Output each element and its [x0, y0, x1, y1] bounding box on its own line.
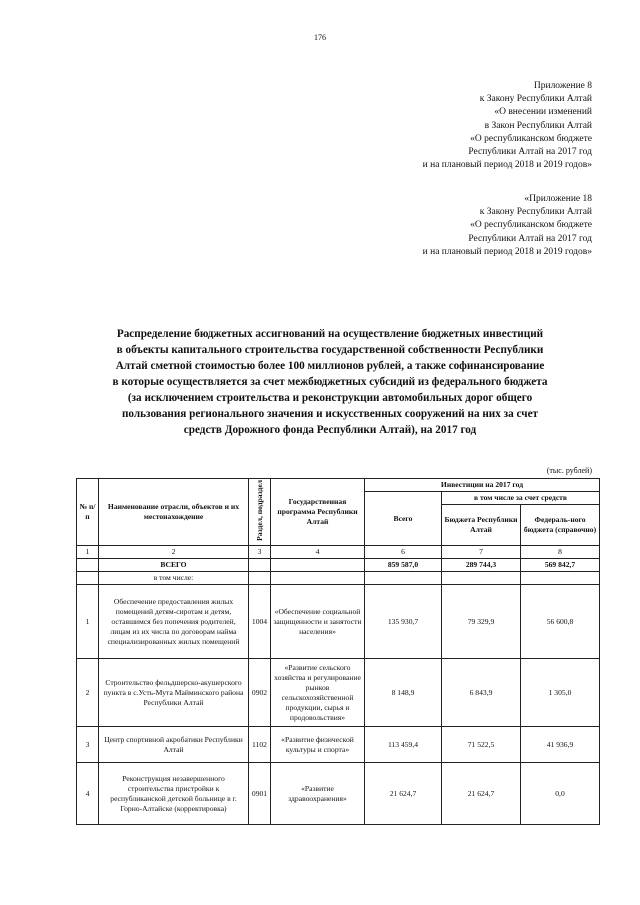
- investment-table: [76, 478, 600, 825]
- row-num: 2: [77, 659, 99, 727]
- header-federal: Федераль-ного бюджета (справочно): [521, 505, 600, 546]
- table-cell: [77, 572, 99, 585]
- column-number: 2: [99, 546, 249, 559]
- row-regional: 6 843,9: [442, 659, 521, 727]
- appendix-line: и на плановый период 2018 и 2019 годов»: [422, 246, 592, 257]
- row-regional: 71 522,5: [442, 727, 521, 763]
- column-number: 3: [249, 546, 271, 559]
- row-name: Обеспечение предоставления жилых помещений детям-сиротам и детям, оставшимся без попечения родителей, лицам из их числа по договорам найма специализированных жилых помещений: [99, 585, 249, 659]
- appendix-line: «Приложение 18: [524, 194, 592, 204]
- total-sum: 859 587,0: [365, 559, 442, 572]
- row-name: Строительство фельдшерско-акушерского пункта в с.Усть-Мута Майминского района Республики Алтай: [99, 659, 249, 727]
- row-program: «Развитие физической культуры и спорта»: [271, 727, 365, 763]
- appendix-line: к Закону Республики Алтай: [479, 94, 592, 105]
- header-section-text: Раздел, подраздел: [254, 480, 264, 541]
- appendix-line: к Закону Республики Алтай: [479, 207, 592, 218]
- row-total: 21 624,7: [365, 763, 442, 825]
- row-section: 1004: [249, 585, 271, 659]
- header-including: в том числе за счет средств: [442, 492, 600, 505]
- table-row: [77, 727, 600, 763]
- row-section: 0902: [249, 659, 271, 727]
- row-regional: 21 624,7: [442, 763, 521, 825]
- header-num: № п/п: [77, 479, 99, 546]
- table-cell: [271, 572, 365, 585]
- row-program: «Развитие здравоохранения»: [271, 763, 365, 825]
- column-number: 1: [77, 546, 99, 559]
- total-regional: 289 744,3: [442, 559, 521, 572]
- title-line: пользования регионального значения и искусственных сооружений на них за счет: [121, 408, 539, 420]
- table-cell: [77, 559, 99, 572]
- row-section: 0901: [249, 763, 271, 825]
- table-cell: [442, 572, 521, 585]
- row-regional: 79 329,9: [442, 585, 521, 659]
- column-number: 7: [442, 546, 521, 559]
- table-row: [77, 763, 600, 825]
- table-cell: [249, 559, 271, 572]
- table-row: [77, 659, 600, 727]
- header-name: Наименование отрасли, объектов и их местонахождение: [99, 479, 249, 546]
- appendix-line: «О внесении изменений: [494, 107, 592, 118]
- title-line: Алтай сметной стоимостью более 100 миллионов рублей, а также софинансирование: [115, 360, 545, 372]
- document-title: [70, 326, 590, 438]
- header-total: Всего: [365, 492, 442, 546]
- row-num: 4: [77, 763, 99, 825]
- row-total: 113 459,4: [365, 727, 442, 763]
- table-cell: [249, 572, 271, 585]
- table-cell: [521, 572, 600, 585]
- table-cell: [365, 572, 442, 585]
- header-regional: Бюджета Республики Алтай: [442, 505, 521, 546]
- row-federal: 1 305,0: [521, 659, 600, 727]
- appendix-line: и на плановый период 2018 и 2019 годов»: [422, 160, 592, 171]
- row-total: 135 930,7: [365, 585, 442, 659]
- header-row: [77, 479, 600, 492]
- units-label: (тыс. рублей): [546, 466, 592, 475]
- column-number: 8: [521, 546, 600, 559]
- row-federal: 0,0: [521, 763, 600, 825]
- table-cell: [271, 559, 365, 572]
- row-program: «Обеспечение социальной защищенности и занятости населения»: [271, 585, 365, 659]
- title-line: в которые осуществляется за счет межбюджетных субсидий из федерального бюджета: [112, 376, 548, 388]
- total-row: [77, 559, 600, 572]
- including-row: [77, 572, 600, 585]
- row-program: «Развитие сельского хозяйства и регулирование рынков сельскохозяйственной продукции, сырья и продовольствия»: [271, 659, 365, 727]
- appendix-line: в Закон Республики Алтай: [484, 120, 592, 131]
- title-line: в объекты капитального строительства государственной собственности Республики: [116, 344, 544, 356]
- row-federal: 56 600,8: [521, 585, 600, 659]
- row-name: Реконструкция незавершенного строительства пристройки к республиканской детской больнице в г. Горно-Алтайске (корректировка): [99, 763, 249, 825]
- appendix-18-note: [423, 193, 592, 259]
- appendix-line: «О республиканском бюджете: [470, 133, 592, 144]
- title-line: Распределение бюджетных ассигнований на осуществление бюджетных инвестиций: [116, 328, 544, 340]
- title-line: средств Дорожного фонда Республики Алтай), на 2017 год: [183, 424, 477, 436]
- row-num: 1: [77, 585, 99, 659]
- title-line: (за исключением строительства и реконструкции автомобильных дорог общего: [127, 392, 533, 404]
- appendix-line: Республики Алтай на 2017 год: [468, 147, 592, 158]
- row-num: 3: [77, 727, 99, 763]
- row-federal: 41 936,9: [521, 727, 600, 763]
- row-total: 8 148,9: [365, 659, 442, 727]
- page-number: 176: [314, 33, 326, 42]
- column-number: 6: [365, 546, 442, 559]
- appendix-line: Республики Алтай на 2017 год: [468, 233, 592, 244]
- column-number-row: [77, 546, 600, 559]
- including-label: в том числе:: [99, 572, 249, 585]
- appendix-line: Приложение 8: [533, 81, 592, 91]
- row-name: Центр спортивной акробатики Республики Алтай: [99, 727, 249, 763]
- total-label: ВСЕГО: [99, 559, 249, 572]
- appendix-line: «О республиканском бюджете: [470, 220, 592, 231]
- appendix-8-note: [423, 80, 592, 172]
- header-investments: Инвестиции на 2017 год: [365, 479, 600, 492]
- header-program: Государственная программа Республики Алтай: [271, 479, 365, 546]
- header-section: [249, 479, 271, 546]
- table-row: [77, 585, 600, 659]
- column-number: 4: [271, 546, 365, 559]
- total-federal: 569 842,7: [521, 559, 600, 572]
- row-section: 1102: [249, 727, 271, 763]
